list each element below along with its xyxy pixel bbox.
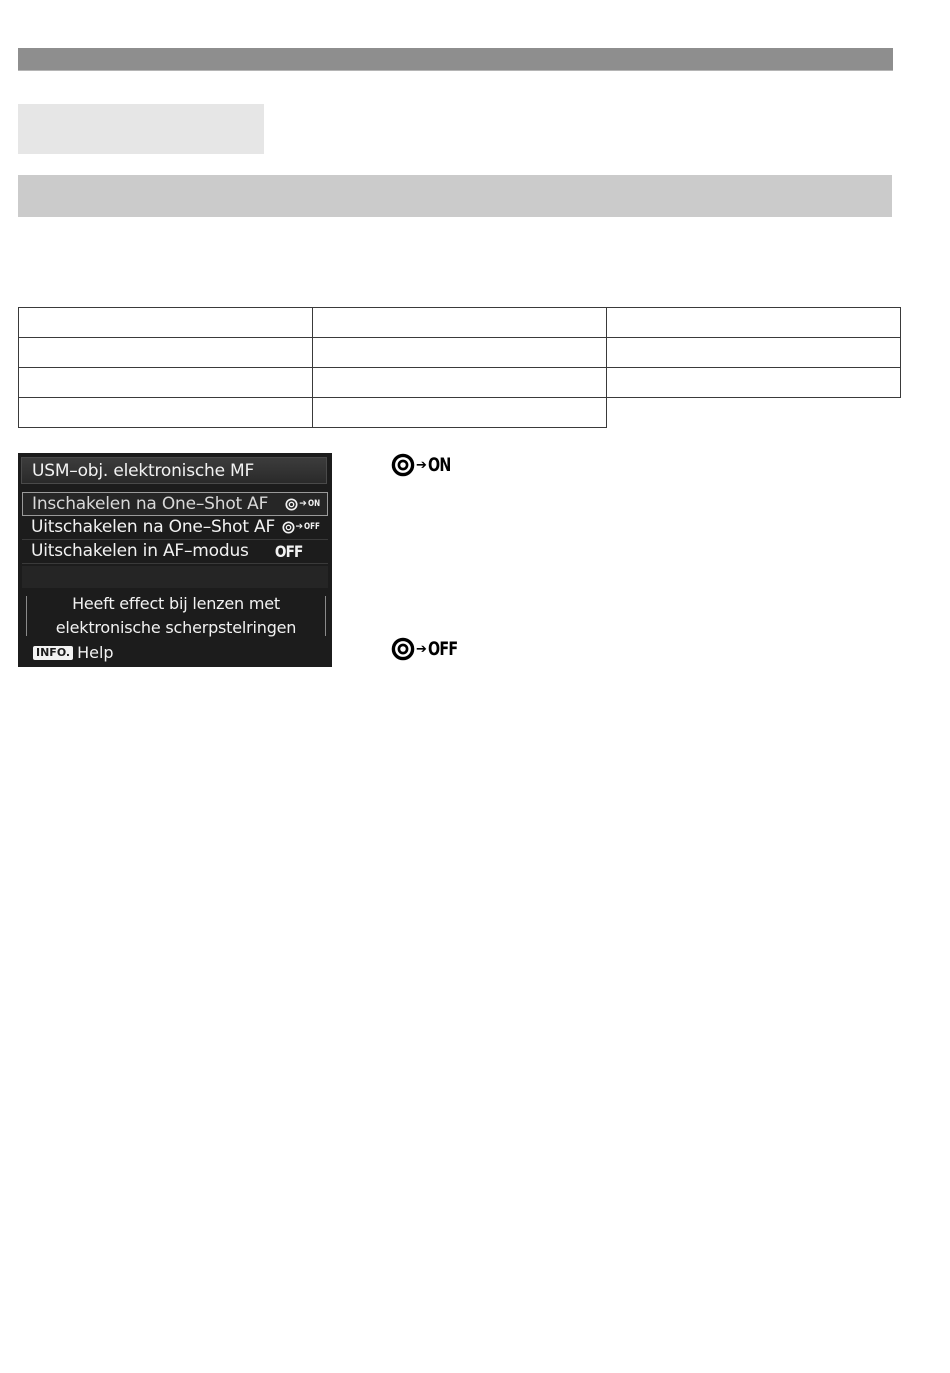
help-text-line: Heeft effect bij lenzen met bbox=[72, 594, 280, 613]
table-cell bbox=[313, 398, 607, 428]
section-heading-bar bbox=[18, 175, 892, 217]
table-cell bbox=[19, 368, 313, 398]
help-text-box bbox=[26, 596, 326, 636]
camera-menu-title: USM–obj. elektronische MF bbox=[32, 461, 255, 481]
arrow-right-icon: ➔ bbox=[416, 641, 427, 657]
menu-option-disable-in-af-mode[interactable] bbox=[22, 540, 328, 564]
focus-ring-arrow-icon bbox=[285, 498, 298, 511]
option-value bbox=[282, 518, 325, 536]
menu-option-label: Uitschakelen in AF–modus bbox=[31, 541, 249, 561]
help-text-line: elektronische scherpstelringen bbox=[55, 618, 297, 637]
focus-ring-arrow-icon bbox=[282, 521, 295, 534]
table-cell-empty bbox=[607, 398, 901, 428]
menu-option-disable-after-one-shot[interactable] bbox=[22, 516, 328, 540]
table-cell bbox=[313, 368, 607, 398]
table-row bbox=[19, 398, 901, 428]
table-row bbox=[19, 308, 901, 338]
focus-ring-arrow-icon bbox=[391, 637, 415, 661]
menu-option-label: Uitschakelen na One–Shot AF bbox=[31, 517, 276, 537]
menu-spacer bbox=[22, 566, 328, 588]
table-cell bbox=[607, 338, 901, 368]
settings-table bbox=[18, 307, 901, 428]
legend-off-icon bbox=[391, 637, 467, 661]
table-cell bbox=[607, 368, 901, 398]
arrow-right-icon: ➔ bbox=[295, 522, 304, 532]
menu-option-label: Inschakelen na One–Shot AF bbox=[32, 494, 269, 514]
table-cell bbox=[19, 338, 313, 368]
table-cell bbox=[19, 308, 313, 338]
page-header-bar bbox=[18, 48, 893, 71]
legend-off-text: OFF bbox=[427, 638, 458, 660]
arrow-right-icon: ➔ bbox=[416, 457, 427, 473]
help-label: Help bbox=[77, 643, 114, 662]
table-cell bbox=[19, 398, 313, 428]
option-value-text: ON bbox=[307, 499, 320, 509]
title-block bbox=[18, 104, 264, 154]
legend-on-icon bbox=[391, 453, 458, 477]
table-row bbox=[19, 368, 901, 398]
table-cell bbox=[313, 308, 607, 338]
info-button-icon: INFO. bbox=[33, 646, 73, 660]
table-cell bbox=[313, 338, 607, 368]
table-row bbox=[19, 338, 901, 368]
option-value bbox=[270, 542, 302, 560]
option-value-text: OFF bbox=[274, 541, 302, 561]
camera-menu-screen bbox=[18, 453, 332, 667]
menu-option-enable-after-one-shot[interactable] bbox=[22, 492, 328, 516]
table-cell bbox=[607, 308, 901, 338]
arrow-right-icon: ➔ bbox=[299, 499, 307, 509]
option-value bbox=[285, 495, 323, 513]
focus-ring-arrow-icon bbox=[391, 453, 415, 477]
info-help-hint[interactable] bbox=[33, 643, 114, 662]
option-value-text: OFF bbox=[304, 522, 321, 532]
camera-menu-header bbox=[21, 457, 327, 484]
legend-on-text: ON bbox=[427, 454, 451, 476]
